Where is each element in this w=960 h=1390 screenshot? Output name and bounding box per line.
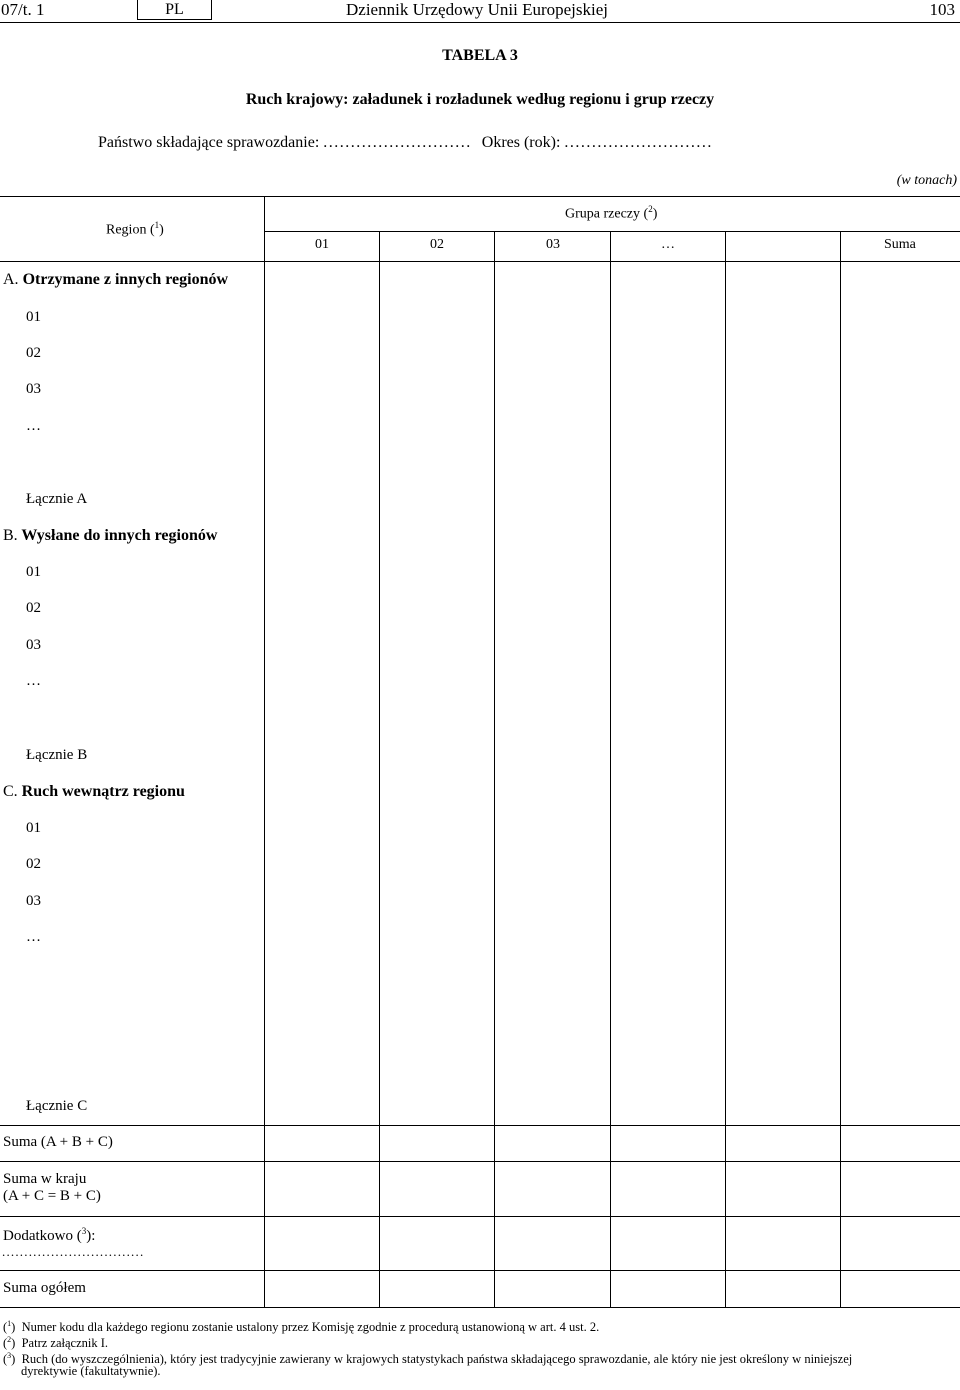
country-label: Państwo składające sprawozdanie: bbox=[98, 134, 320, 151]
section-b-total: Łącznie B bbox=[26, 747, 88, 763]
section-c-row-02: 02 bbox=[26, 856, 41, 872]
section-a-row-ellipsis: … bbox=[26, 418, 41, 434]
footnote-1: ($^1$) Numer kodu dla każdego regionu zostanie ustalony przez Komisję zgodnie z procedurą ustanowioną w art. 4 ust. 2. bbox=[3, 1319, 600, 1335]
language-box: PL bbox=[137, 0, 212, 20]
section-b-row-ellipsis: … bbox=[26, 673, 41, 689]
sum-abc-label: Suma (A + B + C) bbox=[3, 1134, 113, 1150]
country-line bbox=[98, 134, 713, 152]
region-header: Region ($^1$) bbox=[106, 220, 164, 238]
header-bottom-rule bbox=[0, 261, 960, 262]
table-top-rule bbox=[0, 196, 960, 197]
section-b-row-03: 03 bbox=[26, 637, 41, 653]
table-bottom-rule bbox=[0, 1307, 960, 1308]
header-rule bbox=[0, 22, 960, 23]
extra-dots: ................................ bbox=[2, 1244, 145, 1259]
footnote-3-cont: dyrektywie (fakultatywnie). bbox=[21, 1364, 161, 1378]
section-a-title: A. Otrzymane z innych regionów bbox=[3, 271, 229, 288]
section-a-row-02: 02 bbox=[26, 345, 41, 361]
section-c-title: C. Ruch wewnątrz regionu bbox=[3, 783, 185, 800]
section-b-row-01: 01 bbox=[26, 564, 41, 580]
section-a-row-03: 03 bbox=[26, 381, 41, 397]
rule-sum-abc bbox=[0, 1161, 960, 1162]
section-a-total: Łącznie A bbox=[26, 491, 88, 507]
section-c-row-03: 03 bbox=[26, 893, 41, 909]
footnote-3: ($^3$) Ruch (do wyszczególnienia), który jest tradycyjnie zawierany w krajowych statystykach państwa składającego sprawozdanie, ale który nie jest określony w niniejszej bbox=[3, 1351, 853, 1367]
rule-sum-country bbox=[0, 1216, 960, 1217]
issue-number: 07/t. 1 bbox=[1, 0, 45, 19]
col-rule-dots bbox=[725, 231, 726, 1307]
section-b-row-02: 02 bbox=[26, 600, 41, 616]
period-dots: ........................... bbox=[564, 134, 713, 151]
section-b-title: B. Wysłane do innych regionów bbox=[3, 527, 218, 544]
sum-country-label-1: Suma w kraju bbox=[3, 1171, 87, 1187]
col-header-sum: Suma bbox=[884, 237, 916, 252]
journal-title: Dziennik Urzędowy Unii Europejskiej bbox=[346, 0, 609, 19]
col-header-03: 03 bbox=[546, 237, 560, 252]
group-header: Grupa rzeczy ($^2$) bbox=[565, 204, 658, 222]
rule-extra bbox=[0, 1270, 960, 1271]
extra-label: Dodatkowo ($^3$): bbox=[3, 1226, 96, 1244]
section-c-row-01: 01 bbox=[26, 820, 41, 836]
col-header-02: 02 bbox=[430, 237, 444, 252]
section-c-total: Łącznie C bbox=[26, 1098, 88, 1114]
sum-country-label-2: (A + C = B + C) bbox=[3, 1188, 101, 1204]
col-rule-region bbox=[264, 196, 265, 1307]
col-rule-01 bbox=[379, 231, 380, 1307]
col-header-01: 01 bbox=[315, 237, 329, 252]
unit-label: (w tonach) bbox=[896, 173, 957, 188]
section-c-row-ellipsis: … bbox=[26, 929, 41, 945]
footnote-2: ($^2$) Patrz załącznik I. bbox=[3, 1335, 109, 1351]
table-number: TABELA 3 bbox=[442, 47, 518, 64]
country-dots: ........................... bbox=[323, 134, 472, 151]
table-title: Ruch krajowy: załadunek i rozładunek według regionu i grup rzeczy bbox=[245, 91, 715, 108]
grand-total-label: Suma ogółem bbox=[3, 1280, 86, 1296]
col-rule-sum bbox=[840, 231, 841, 1307]
period-label: Okres (rok): bbox=[481, 134, 561, 151]
group-header-rule bbox=[264, 231, 960, 232]
col-rule-02 bbox=[494, 231, 495, 1307]
col-header-ellipsis: … bbox=[661, 237, 675, 252]
section-a-row-01: 01 bbox=[26, 309, 41, 325]
page-number: 103 bbox=[929, 0, 955, 19]
col-rule-03 bbox=[610, 231, 611, 1307]
rule-before-sum bbox=[0, 1125, 960, 1126]
